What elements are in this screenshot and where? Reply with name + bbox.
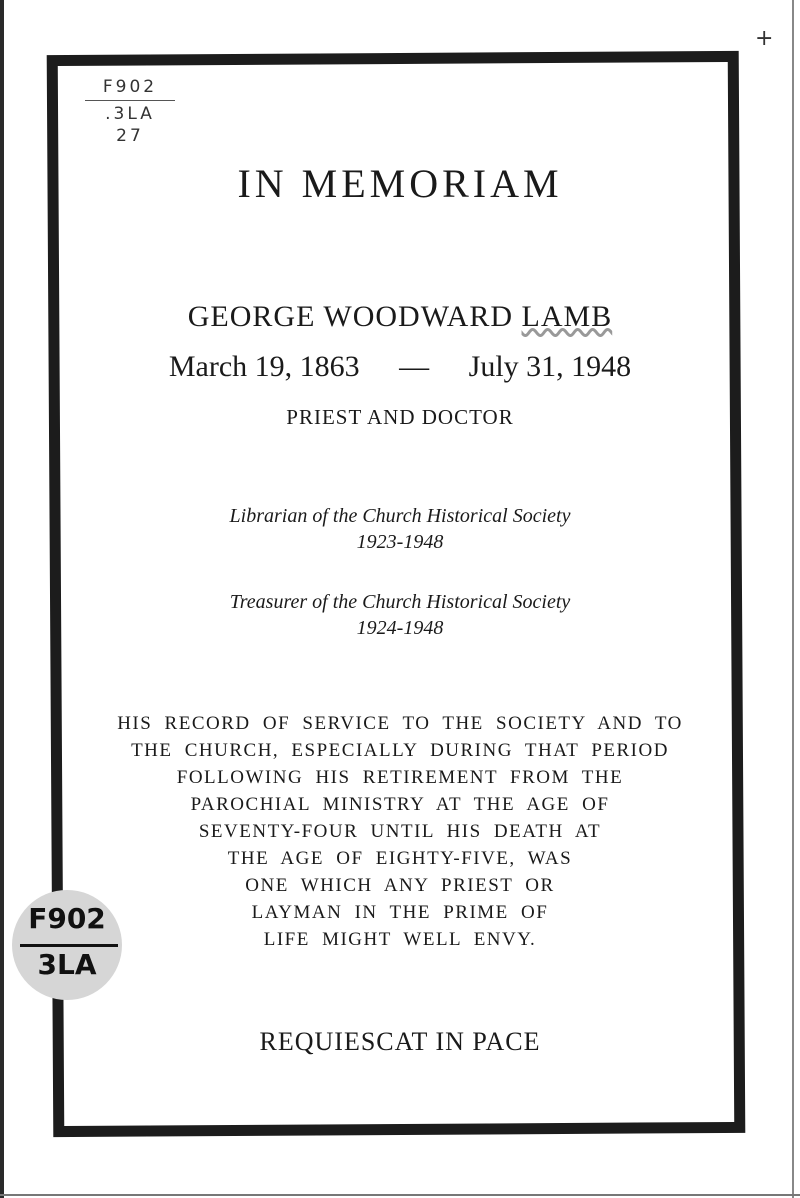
page-title: IN MEMORIAM <box>237 161 563 206</box>
office-title: Treasurer of the Church Historical Society <box>229 591 571 613</box>
call-number-rule <box>85 100 175 101</box>
date-separator: — <box>399 350 430 383</box>
call-number-line-1: F902 <box>102 77 158 97</box>
sticker-top: F902 <box>28 902 106 935</box>
tribute-line: HIS RECORD OF SERVICE TO THE SOCIETY AND TO <box>117 713 683 734</box>
tribute-line: LAYMAN IN THE PRIME OF <box>251 902 549 923</box>
sticker-rule <box>20 944 118 947</box>
office-years: 1923-1948 <box>356 531 444 553</box>
tribute-line: FOLLOWING HIS RETIREMENT FROM THE <box>176 767 624 788</box>
page-edge-bottom <box>0 1194 800 1196</box>
closing-phrase: REQUIESCAT IN PACE <box>259 1027 541 1056</box>
tribute-line: LIFE MIGHT WELL ENVY. <box>263 929 537 950</box>
library-call-number-sticker <box>12 890 122 1000</box>
office-title: Librarian of the Church Historical Society <box>229 505 571 527</box>
role: PRIEST AND DOCTOR <box>286 405 514 429</box>
handwritten-call-number <box>85 76 175 147</box>
life-dates <box>60 350 740 384</box>
tribute-line: THE CHURCH, ESPECIALLY DURING THAT PERIOD <box>131 740 669 761</box>
tribute-paragraph <box>60 710 740 953</box>
death-date: July 31, 1948 <box>468 350 632 383</box>
tribute-line: SEVENTY-FOUR UNTIL HIS DEATH AT <box>198 821 602 842</box>
tribute-line: PAROCHIAL MINISTRY AT THE AGE OF <box>190 794 610 815</box>
office-treasurer <box>60 589 740 641</box>
tribute-line: ONE WHICH ANY PRIEST OR <box>245 875 555 896</box>
birth-date: March 19, 1863 <box>168 350 360 383</box>
page-edge-left <box>0 0 4 1198</box>
tribute-line: THE AGE OF EIGHTY-FIVE, WAS <box>227 848 573 869</box>
sticker-bottom: 3LA <box>37 948 97 981</box>
corner-mark: + <box>755 26 774 51</box>
page-edge-right <box>792 0 794 1198</box>
office-librarian <box>60 503 740 555</box>
deceased-name <box>60 300 740 334</box>
name-surname: LAMB <box>521 300 613 333</box>
call-number-line-2: .3LA <box>105 104 155 124</box>
name-given: GEORGE WOODWARD <box>187 300 522 333</box>
office-years: 1924-1948 <box>356 617 444 639</box>
call-number-line-3: 27 <box>116 126 144 146</box>
